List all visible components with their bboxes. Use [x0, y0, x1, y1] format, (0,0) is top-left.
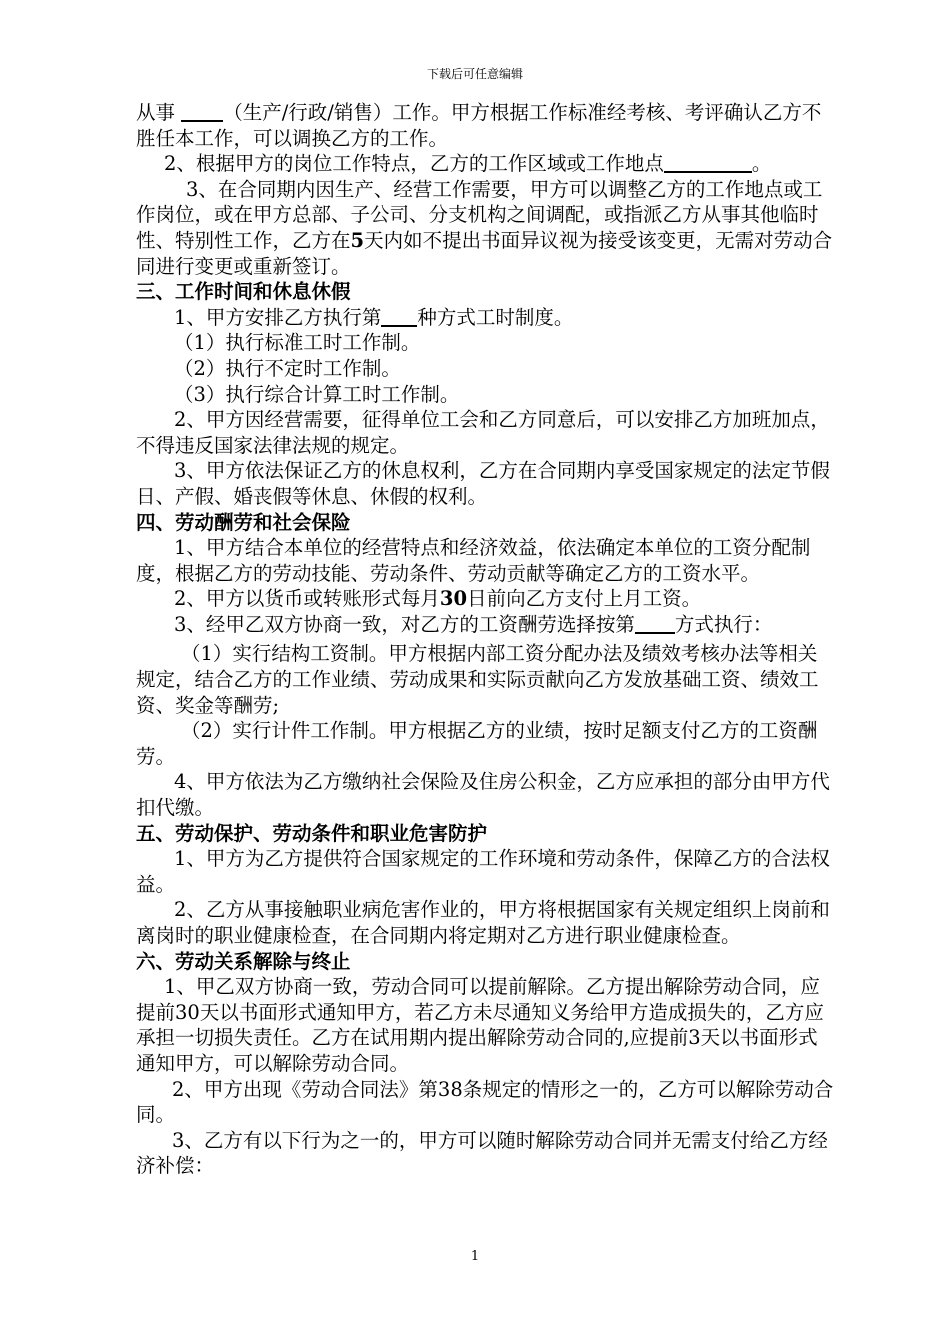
text: 2、根据甲方的岗位工作特点，乙方的工作区域或工作地点	[164, 152, 664, 176]
paragraph-3-3: 3、甲方依法保证乙方的休息权利，乙方在合同期内享受国家规定的法定节假日、产假、婚丧假等休息、休假的权利。	[136, 459, 830, 508]
text: 从事	[136, 101, 182, 124]
option-3-1: （1）执行标准工时工作制。	[174, 331, 421, 355]
blank-underline	[664, 153, 752, 173]
text: 天内如不提出书面异议视为接受该变更，无需对劳动合同进行变更或重新签订。	[136, 228, 833, 278]
text: 种方式工时制度。	[417, 305, 574, 329]
blank-underline	[381, 307, 417, 327]
text: 方式执行：	[674, 612, 773, 636]
page-number: 1	[470, 1249, 480, 1264]
paragraph-6-3: 3、乙方有以下行为之一的，甲方可以随时解除劳动合同并无需支付给乙方经济补偿：	[136, 1128, 828, 1178]
section-heading-3: 三、工作时间和休息休假	[136, 280, 351, 304]
paragraph-4-3	[136, 612, 836, 638]
text: 日前向乙方支付上月工资。	[467, 587, 702, 611]
text-bold: 5	[350, 228, 365, 252]
paragraph-3-2: 2、甲方因经营需要，征得单位工会和乙方同意后，可以安排乙方加班加点，不得违反国家法律法规的规定。	[136, 408, 830, 457]
option-3-2: （2）执行不定时工作制。	[174, 356, 401, 380]
option-4-1: （1）实行结构工资制。甲方根据内部工资分配办法及绩效考核办法等相关规定，结合乙方的工作业绩、劳动成果和实际贡献向乙方发放基础工资、绩效工资、奖金等酬劳;	[136, 642, 819, 717]
blank-underline	[181, 102, 223, 122]
text: 。	[751, 152, 772, 176]
paragraph-4-4: 4、甲方依法为乙方缴纳社会保险及住房公积金，乙方应承担的部分由甲方代扣代缴。	[136, 770, 830, 820]
option-3-3: （3）执行综合计算工时工作制。	[174, 382, 460, 406]
text: 3、在合同期内因生产、经营工作需要，甲方可以调整乙方的工作地点或工作岗位，或在甲方总部、子公司、分支机构之间调配，或指派乙方从事其他临时性、特别性工作，乙方在	[136, 177, 823, 252]
paragraph-3-1	[136, 305, 836, 331]
document-body	[136, 100, 836, 1179]
paragraph-adjustment	[136, 177, 836, 279]
paragraph-work-location	[136, 151, 836, 177]
paragraph-5-1: 1、甲方为乙方提供符合国家规定的工作环境和劳动条件，保障乙方的合法权益。	[136, 847, 830, 896]
section-heading-6: 六、劳动关系解除与终止	[136, 949, 351, 973]
option-4-2: （2）实行计件工作制。甲方根据乙方的业绩，按时足额支付乙方的工资酬劳。	[136, 719, 818, 768]
text: 1、甲方安排乙方执行第	[174, 305, 382, 329]
paragraph-4-1: 1、甲方结合本单位的经营特点和经济效益，依法确定本单位的工资分配制度，根据乙方的劳动技能、劳动条件、劳动贡献等确定乙方的工资水平。	[136, 536, 811, 585]
paragraph-6-1: 1、甲乙双方协商一致，劳动合同可以提前解除。乙方提出解除劳动合同，应提前30天以书面形式通知甲方，若乙方未尽通知义务给甲方造成损失的，乙方应承担一切损失责任。乙方在试用期内提出解除劳动合同的,应提前3天以书面形式通知甲方，可以解除劳动合同。	[136, 975, 824, 1075]
text-bold: 30	[439, 587, 468, 611]
paragraph-5-2: 2、乙方从事接触职业病危害作业的，甲方将根据国家有关规定组织上岗前和离岗时的职业健康检查，在合同期内将定期对乙方进行职业健康检查。	[136, 898, 830, 947]
text: 2、甲方以货币或转账形式每月	[174, 587, 440, 611]
paragraph-work-content	[136, 100, 836, 151]
section-heading-4: 四、劳动酬劳和社会保险	[136, 510, 351, 534]
text: 3、经甲乙双方协商一致，对乙方的工资酬劳选择按第	[174, 612, 635, 636]
paragraph-6-2: 2、甲方出现《劳动合同法》第38条规定的情形之一的，乙方可以解除劳动合同。	[136, 1077, 834, 1127]
section-heading-5: 五、劳动保护、劳动条件和职业危害防护	[136, 821, 488, 845]
blank-underline	[635, 614, 675, 634]
page-header: 下载后可任意编辑	[426, 67, 523, 81]
text: （生产/行政/销售）工作。甲方根据工作标准经考核、考评确认乙方不胜任本工作，可以调换乙方的工作。	[136, 101, 822, 150]
paragraph-4-2	[136, 586, 836, 612]
